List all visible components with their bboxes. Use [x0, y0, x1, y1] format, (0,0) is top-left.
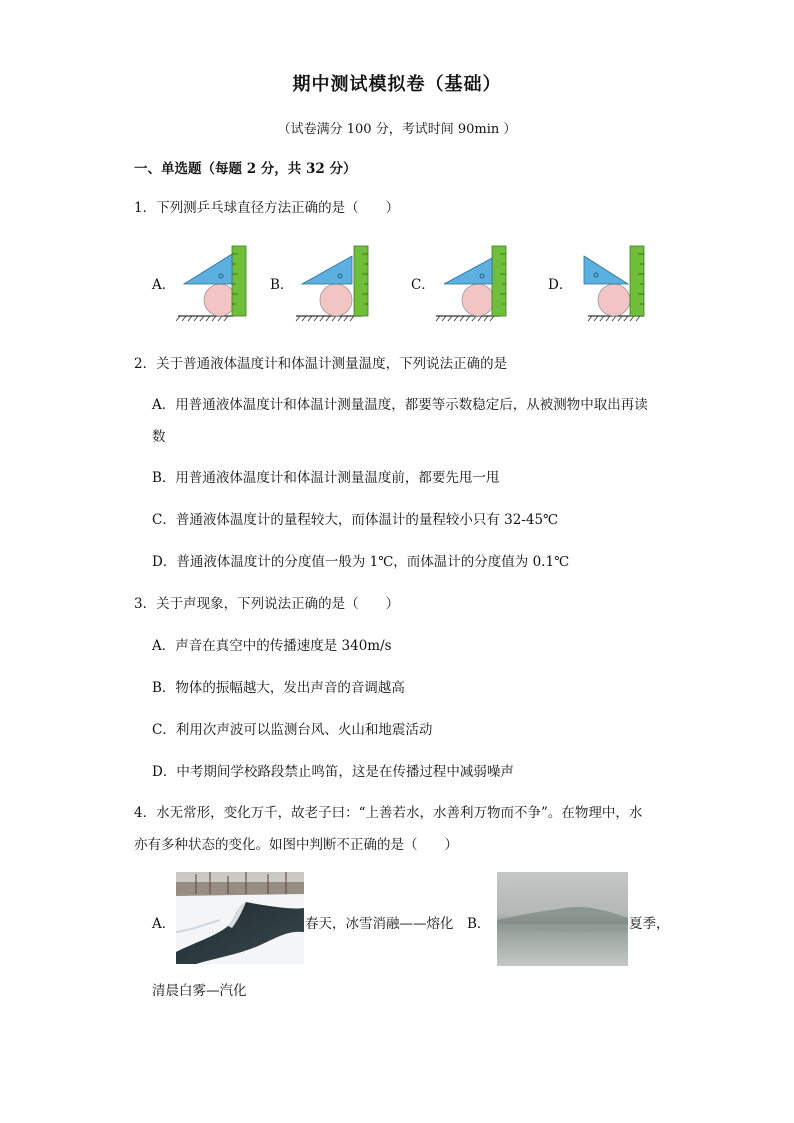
q2-stem: 2．关于普通液体温度计和体温计测量温度，下列说法正确的是 [134, 356, 508, 372]
q3-stem: 3．关于声现象，下列说法正确的是（ ） [134, 596, 400, 612]
page-subtitle: （试卷满分 100 分，考试时间 90min ） [277, 122, 517, 137]
section-title: 一、单选题（每题 2 分，共 32 分） [134, 161, 357, 177]
q1-option-a-label[interactable]: A． [152, 277, 176, 293]
q3-option-d[interactable]: D．中考期间学校路段禁止鸣笛，这是在传播过程中减弱噪声 [152, 764, 514, 780]
q1-option-c-label[interactable]: C． [411, 277, 435, 293]
q4-photo-snow-melt [176, 872, 304, 964]
q4-option-b-text: 夏季， [629, 916, 670, 932]
q3-option-c[interactable]: C．利用次声波可以监测台风、火山和地震活动 [152, 722, 433, 738]
q4-option-a-text: 春天，冰雪消融——熔化 [305, 916, 454, 932]
q1-figure-b [292, 244, 376, 322]
q3-option-a[interactable]: A．声音在真空中的传播速度是 340m/s [152, 638, 392, 654]
q4-stem-line2: 亦有多种状态的变化。如图中判断不正确的是（ ） [134, 837, 458, 853]
page-title: 期中测试模拟卷（基础） [292, 74, 502, 95]
q4-option-b-text-cont: 清晨白雾—汽化 [152, 983, 247, 999]
q2-option-d[interactable]: D．普通液体温度计的分度值一般为 1℃，而体温计的分度值为 0.1℃ [152, 554, 570, 570]
q1-option-b-label[interactable]: B． [270, 277, 294, 293]
q1-stem: 1．下列测乒乓球直径方法正确的是（ ） [134, 200, 400, 216]
q2-option-c[interactable]: C．普通液体温度计的量程较大，而体温计的量程较小只有 32-45℃ [152, 512, 559, 528]
q1-figure-a [176, 244, 252, 322]
q4-option-b-label[interactable]: B． [467, 916, 491, 932]
q4-option-a-label[interactable]: A． [152, 916, 176, 932]
q1-figure-d [578, 244, 652, 322]
q2-option-a[interactable]: A．用普通液体温度计和体温计测量温度，都要等示数稳定后，从被测物中取出再读 [152, 397, 648, 413]
q2-option-a-cont: 数 [152, 429, 166, 445]
q3-option-b[interactable]: B．物体的振幅越大，发出声音的音调越高 [152, 680, 405, 696]
q1-figure-c [434, 244, 516, 322]
q4-stem-line1: 4．水无常形，变化万千，故老子曰：“上善若水，水善利万物而不争”。在物理中，水 [134, 805, 643, 821]
q4-photo-morning-fog [497, 872, 628, 966]
q2-option-b[interactable]: B．用普通液体温度计和体温计测量温度前，都要先甩一甩 [152, 470, 500, 486]
q1-option-d-label[interactable]: D． [548, 277, 573, 293]
